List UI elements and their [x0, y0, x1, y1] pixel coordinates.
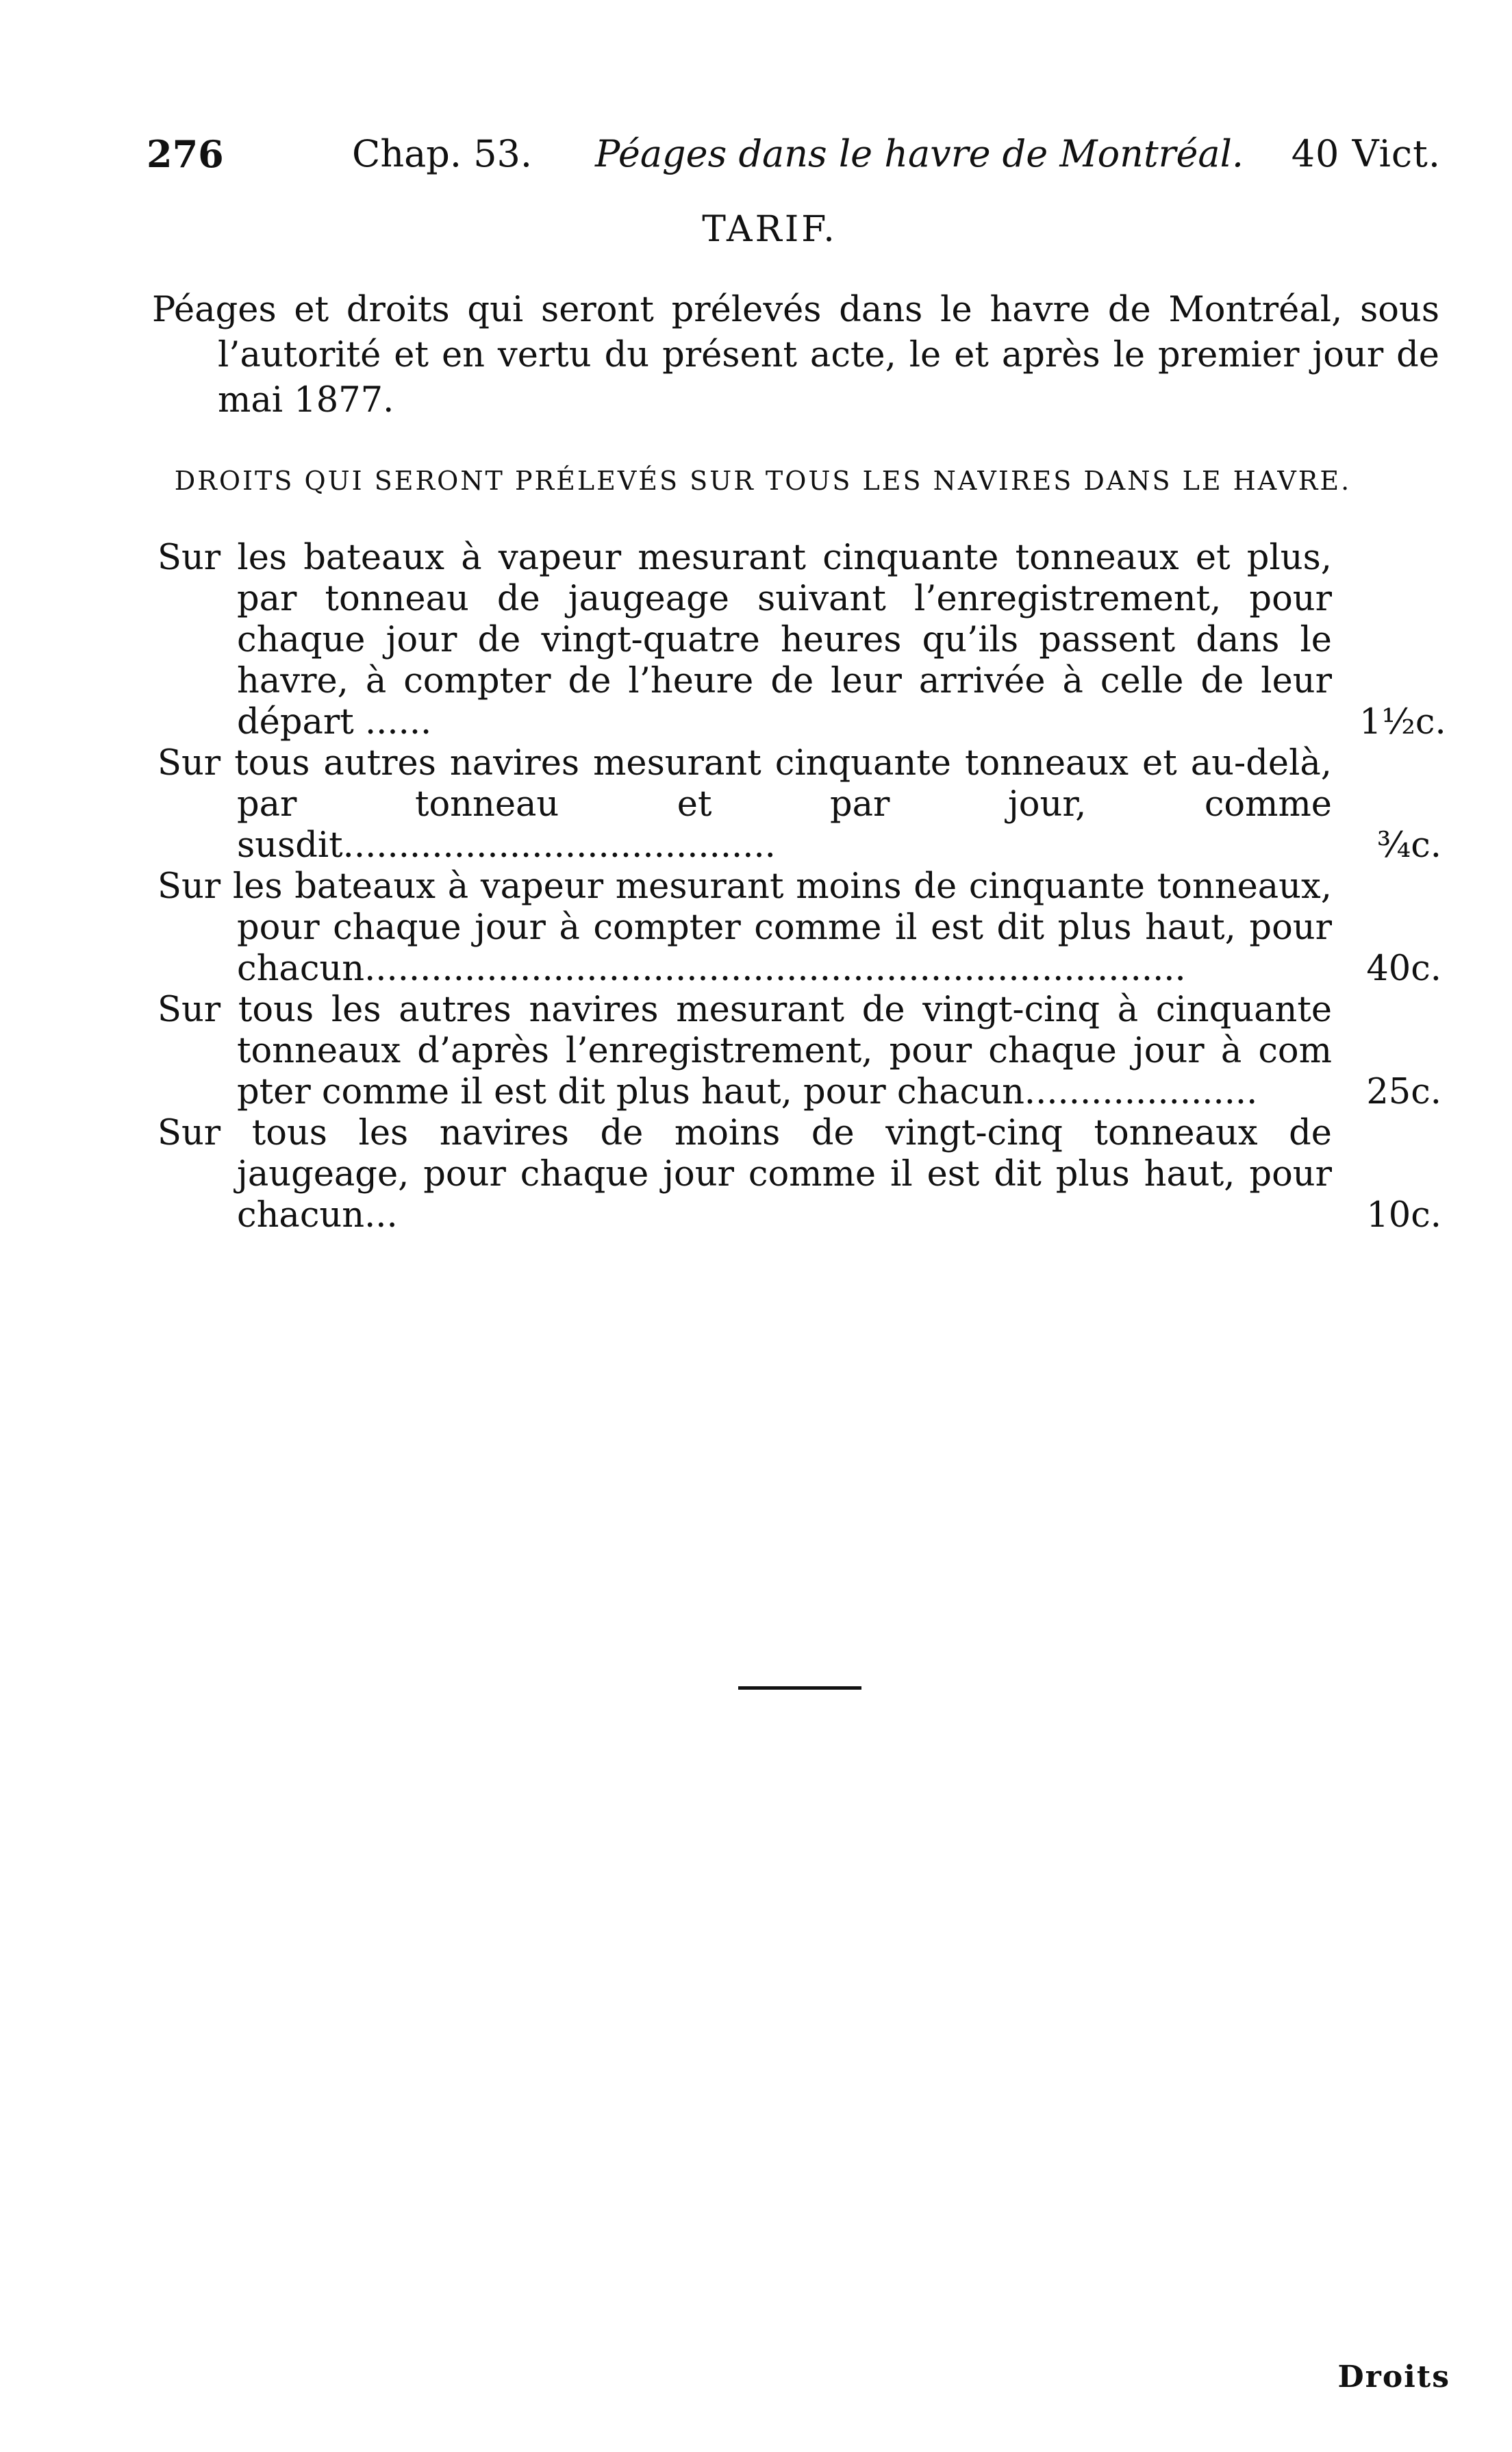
catchword: Droits — [1337, 2360, 1450, 2394]
tariff-entry-rate: 25c. — [1366, 1072, 1441, 1112]
page-title: TARIF. — [702, 209, 837, 250]
tariff-entry — [158, 743, 1441, 866]
running-header — [147, 130, 1441, 178]
tariff-entry — [158, 1113, 1441, 1236]
running-title: Péages dans le havre de Montréal. — [595, 132, 1244, 175]
tariff-list — [158, 538, 1446, 1236]
regnal-year: 40 Vict. — [1291, 132, 1441, 175]
tariff-entry-text: Sur tous autres navires mesurant cinquante tonneaux et au-delà, par tonneau et par jour, comme susdit....................................... — [158, 743, 1332, 866]
tariff-entry-text: Sur tous les autres navires mesurant de vingt-cinq à cinquante tonneaux d’après l’enregistrement, pour chaque jour à com pter comme il est dit plus haut, pour chacun..................... — [158, 990, 1332, 1112]
tariff-entry-rate: 10c. — [1366, 1195, 1441, 1236]
tariff-entry — [158, 990, 1441, 1113]
page-number: 276 — [147, 132, 224, 176]
chapter-label: Chap. 53. — [352, 132, 533, 175]
tariff-entry-rate: 1½c. — [1359, 702, 1446, 742]
tariff-entry-rate: 40c. — [1366, 949, 1441, 989]
tariff-entry-text: Sur tous les navires de moins de vingt-cinq tonneaux de jaugeage, pour chaque jour comme il est dit plus haut, pour chacun... — [158, 1113, 1332, 1236]
section-divider — [738, 1686, 861, 1690]
section-heading: DROITS QUI SERONT PRÉLEVÉS SUR TOUS LES NAVIRES DANS LE HAVRE. — [174, 466, 1352, 496]
tariff-entry-text: Sur les bateaux à vapeur mesurant cinquante tonneaux et plus, par tonneau de jaugeage suivant l’enregistrement, pour chaque jour de vingt-quatre heures qu’ils passent dans le havre, à compter de l’heure de leur arrivée à celle de leur départ ...... — [158, 538, 1332, 742]
intro-paragraph: Péages et droits qui seront prélevés dans le havre de Montréal, sous l’autorité et en vertu du présent acte, le et après le premier jour de mai 1877. — [152, 290, 1439, 421]
tariff-entry — [158, 866, 1441, 990]
tariff-entry-rate: ¾c. — [1376, 825, 1441, 866]
tariff-entry-text: Sur les bateaux à vapeur mesurant moins de cinquante tonneaux, pour chaque jour à compter comme il est dit plus haut, pour chacun.......................................................................... — [158, 866, 1332, 989]
tariff-entry — [158, 538, 1446, 743]
